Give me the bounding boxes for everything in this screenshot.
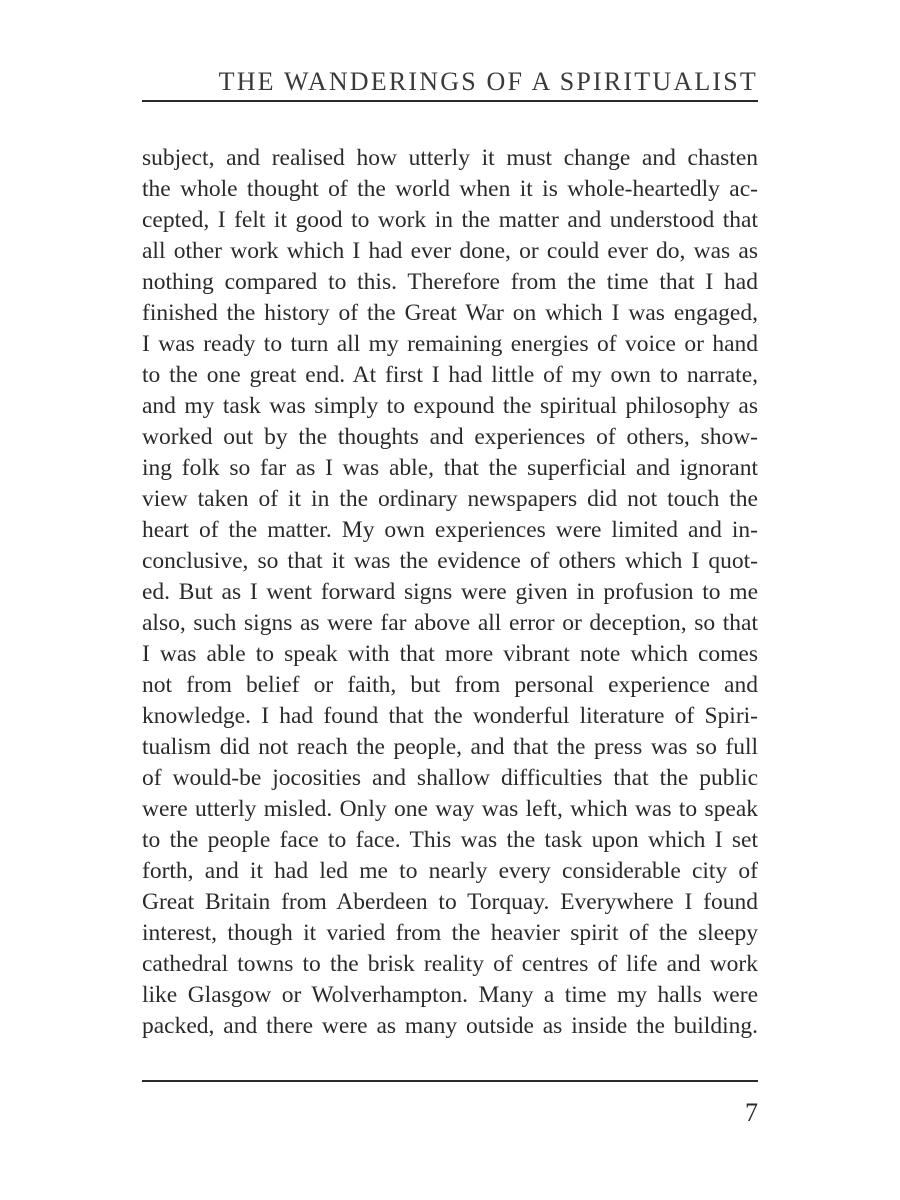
text-line: all other work which I had ever done, or could ever do, was as <box>142 238 758 264</box>
text-line: forth, and it had led me to nearly every considerable city of <box>142 858 758 884</box>
text-line: to the people face to face. This was the task upon which I set <box>142 827 758 853</box>
text-line: tualism did not reach the people, and that the press was so full <box>142 734 758 760</box>
text-line: view taken of it in the ordinary newspapers did not touch the <box>142 486 758 512</box>
text-line: Great Britain from Aberdeen to Torquay. Everywhere I found <box>142 889 758 915</box>
text-line: heart of the matter. My own experiences were limited and in- <box>142 517 758 543</box>
page-number: 7 <box>745 1098 758 1127</box>
text-line: nothing compared to this. Therefore from the time that I had <box>142 269 758 295</box>
text-line: ing folk so far as I was able, that the superficial and ignorant <box>142 455 758 481</box>
text-line: like Glasgow or Wolverhampton. Many a time my halls were <box>142 982 758 1008</box>
text-line: subject, and realised how utterly it must change and chasten <box>142 145 758 171</box>
text-line: conclusive, so that it was the evidence of others which I quot- <box>142 548 758 574</box>
text-line: I was ready to turn all my remaining energies of voice or hand <box>142 331 758 357</box>
text-line: also, such signs as were far above all error or deception, so that <box>142 610 758 636</box>
text-line: ed. But as I went forward signs were given in profusion to me <box>142 579 758 605</box>
text-line: to the one great end. At first I had little of my own to narrate, <box>142 362 758 388</box>
text-line: knowledge. I had found that the wonderful literature of Spiri- <box>142 703 758 729</box>
text-line: finished the history of the Great War on which I was engaged, <box>142 300 758 326</box>
text-line: cathedral towns to the brisk reality of centres of life and work <box>142 951 758 977</box>
text-line: I was able to speak with that more vibrant note which comes <box>142 641 758 667</box>
text-line: interest, though it varied from the heavier spirit of the sleepy <box>142 920 758 946</box>
header-rule <box>142 100 758 102</box>
text-line: cepted, I felt it good to work in the matter and understood that <box>142 207 758 233</box>
text-line: were utterly misled. Only one way was left, which was to speak <box>142 796 758 822</box>
text-line: worked out by the thoughts and experiences of others, show- <box>142 424 758 450</box>
text-line: of would-be jocosities and shallow difficulties that the public <box>142 765 758 791</box>
running-head-title: THE WANDERINGS OF A SPIRITUALIST <box>218 67 758 96</box>
body-text <box>142 143 758 1042</box>
text-line: not from belief or faith, but from personal experience and <box>142 672 758 698</box>
footer-rule <box>142 1080 758 1082</box>
text-line: the whole thought of the world when it is whole-heartedly ac- <box>142 176 758 202</box>
text-line: and my task was simply to expound the spiritual philosophy as <box>142 393 758 419</box>
text-line: packed, and there were as many outside as inside the building. <box>142 1013 758 1039</box>
